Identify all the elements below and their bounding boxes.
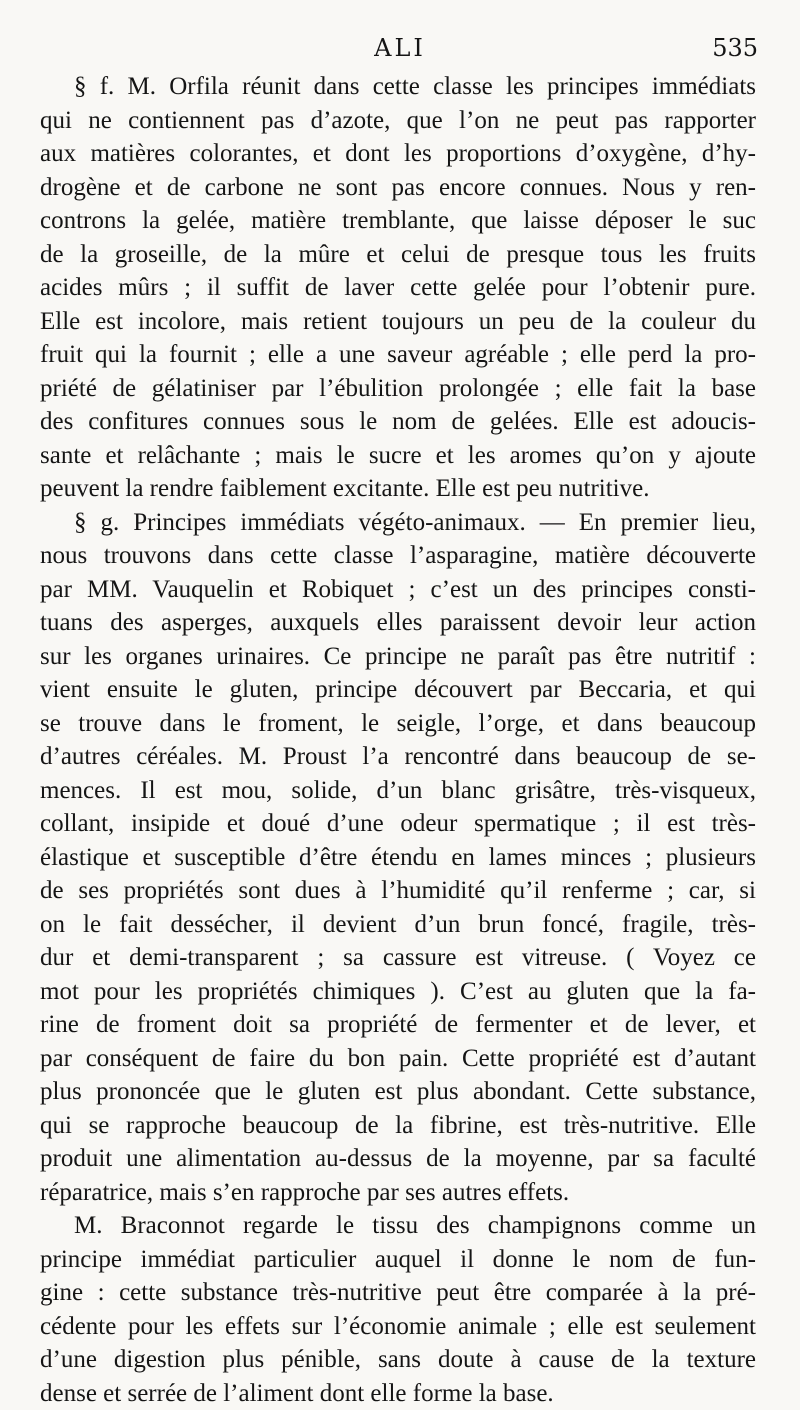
running-head: ALI: [0, 34, 800, 62]
text-line: drogène et de carbone ne sont pas encore connues. Nous y ren-: [40, 171, 756, 205]
body-text: [40, 70, 756, 1410]
text-line: cédente pour les effets sur l’économie animale ; elle est seulement: [40, 1310, 756, 1344]
text-line: gine : cette substance très-nutritive peut être comparée à la pré-: [40, 1276, 756, 1310]
text-line: d’autres céréales. M. Proust l’a rencontré dans beaucoup de se-: [40, 740, 756, 774]
text-line: se trouve dans le froment, le seigle, l’orge, et dans beaucoup: [40, 707, 756, 741]
text-line: aux matières colorantes, et dont les proportions d’oxygène, d’hy-: [40, 137, 756, 171]
text-line: réparatrice, mais s’en rapproche par ses autres effets.: [40, 1176, 756, 1210]
text-line: d’une digestion plus pénible, sans doute à cause de la texture: [40, 1343, 756, 1377]
text-line: priété de gélatiniser par l’ébulition prolongée ; elle fait la base: [40, 372, 756, 406]
text-line: controns la gelée, matière tremblante, que laisse déposer le suc: [40, 204, 756, 238]
text-line: on le fait dessécher, il devient d’un brun foncé, fragile, très-: [40, 908, 756, 942]
text-line: élastique et susceptible d’être étendu en lames minces ; plusieurs: [40, 841, 756, 875]
text-line: § g. Principes immédiats végéto-animaux. — En premier lieu,: [40, 506, 756, 540]
text-line: sante et relâchante ; mais le sucre et les aromes qu’on y ajoute: [40, 439, 756, 473]
text-line: Elle est incolore, mais retient toujours un peu de la couleur du: [40, 305, 756, 339]
text-line: acides mûrs ; il suffit de laver cette gelée pour l’obtenir pure.: [40, 271, 756, 305]
text-line: M. Braconnot regarde le tissu des champignons comme un: [40, 1209, 756, 1243]
text-line: tuans des asperges, auxquels elles paraissent devoir leur action: [40, 606, 756, 640]
text-line: qui se rapproche beaucoup de la fibrine, est très-nutritive. Elle: [40, 1109, 756, 1143]
text-line: rine de froment doit sa propriété de fermenter et de lever, et: [40, 1008, 756, 1042]
paragraph-g: [40, 506, 756, 1210]
text-line: peuvent la rendre faiblement excitante. Elle est peu nutritive.: [40, 472, 756, 506]
text-line: produit une alimentation au-dessus de la moyenne, par sa faculté: [40, 1142, 756, 1176]
text-line: sur les organes urinaires. Ce principe ne paraît pas être nutritif :: [40, 640, 756, 674]
text-line: dense et serrée de l’aliment dont elle forme la base.: [40, 1377, 756, 1410]
text-line: plus prononcée que le gluten est plus abondant. Cette substance,: [40, 1075, 756, 1109]
text-line: nous trouvons dans cette classe l’asparagine, matière découverte: [40, 539, 756, 573]
text-line: des confitures connues sous le nom de gelées. Elle est adoucis-: [40, 405, 756, 439]
text-line: mot pour les propriétés chimiques ). C’est au gluten que la fa-: [40, 975, 756, 1009]
text-line: collant, insipide et doué d’une odeur spermatique ; il est très-: [40, 807, 756, 841]
text-line: principe immédiat particulier auquel il donne le nom de fun-: [40, 1243, 756, 1277]
text-line: § f. M. Orfila réunit dans cette classe les principes immédiats: [40, 70, 756, 104]
page-number: 535: [712, 34, 758, 62]
paragraph-braconnot: [40, 1209, 756, 1410]
text-line: fruit qui la fournit ; elle a une saveur agréable ; elle perd la pro-: [40, 338, 756, 372]
text-line: de ses propriétés sont dues à l’humidité qu’il renferme ; car, si: [40, 874, 756, 908]
paragraph-f: [40, 70, 756, 506]
text-line: par conséquent de faire du bon pain. Cette propriété est d’autant: [40, 1042, 756, 1076]
text-line: par MM. Vauquelin et Robiquet ; c’est un des principes consti-: [40, 573, 756, 607]
text-line: dur et demi-transparent ; sa cassure est vitreuse. ( Voyez ce: [40, 941, 756, 975]
text-line: vient ensuite le gluten, principe découvert par Beccaria, et qui: [40, 673, 756, 707]
text-line: mences. Il est mou, solide, d’un blanc grisâtre, très-visqueux,: [40, 774, 756, 808]
page-header: [0, 28, 800, 62]
text-line: qui ne contiennent pas d’azote, que l’on ne peut pas rapporter: [40, 104, 756, 138]
text-line: de la groseille, de la mûre et celui de presque tous les fruits: [40, 238, 756, 272]
